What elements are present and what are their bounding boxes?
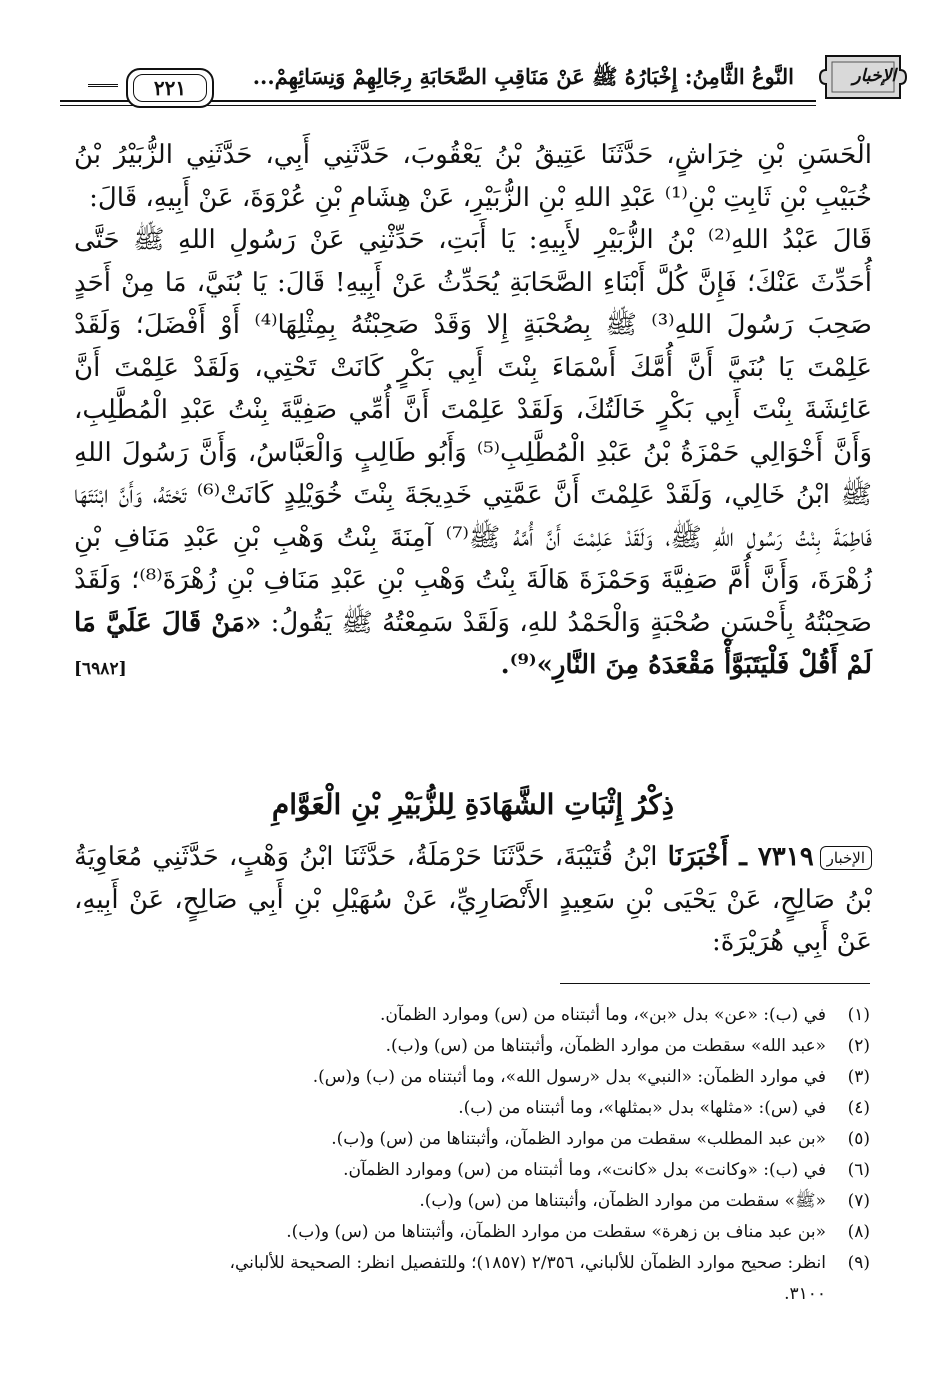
footnote-number: (٢) <box>847 1036 870 1056</box>
section-heading: ذِكْرُ إِثْبَاتِ الشَّهَادَةِ لِلزُّبَيْرِ بْنِ الْعَوَّامِ <box>271 788 675 821</box>
footnote <box>74 1186 870 1217</box>
footnote-text: «بن عبد مناف بن زهرة» سقطت من موارد الظمآن، وأثبتناها من (س) و(ب). <box>286 1222 826 1242</box>
footnote-number: (٥) <box>847 1129 870 1149</box>
prophet-quote: «مَنْ قَالَ عَلَيَّ مَا لَمْ أَقُلْ فَلْيَتَبَوَّأْ مَقْعَدَهُ مِنَ النَّارِ»⁽⁹⁾. <box>74 607 872 680</box>
footnote-number: (٣) <box>847 1067 870 1087</box>
footnote <box>74 1124 870 1155</box>
footnote-separator <box>560 983 870 984</box>
running-title: النَّوعُ الثَّامِنُ: إِخْبَارُهُ ﷺ عَنْ مَنَاقِبِ الصَّحَابَةِ رِجَالِهِمْ وَنِسَائِهِمْ... <box>252 64 794 89</box>
ikhbar-badge: الإخبار <box>820 846 872 870</box>
footnote <box>74 1093 870 1124</box>
footnote-text: في (س): «مثلها» بدل «بمثلها»، وما أثبتناه من (ب). <box>458 1098 826 1118</box>
hadith-number: ٧٣١٩ ـ أَخْبَرَنَا <box>667 842 814 872</box>
hadith-paragraph <box>74 836 872 964</box>
hadith-reference: [٦٩٨٢] <box>74 659 127 679</box>
footnote-text: «بن عبد المطلب» سقطت من موارد الظمآن، وأثبتناها من (س) و(ب). <box>331 1129 826 1149</box>
running-header <box>60 44 906 114</box>
footnote-number: (٩) <box>847 1253 870 1273</box>
footnotes <box>74 1000 870 1310</box>
footnote-text: انظر: صحيح موارد الظمآن للألباني، ٢/٣٥٦ (١٨٥٧)؛ وللتفصيل انظر: الصحيحة للألباني، <box>229 1253 826 1273</box>
footnote-number: (٤) <box>847 1098 870 1118</box>
footnote-text: في موارد الظمآن: «النبي» بدل «رسول الله»، وما أثبتناه من (ب) و(س). <box>312 1067 826 1087</box>
footnote-number: (٨) <box>847 1222 870 1242</box>
footnote-text: في (ب): «وكانت» بدل «كانت»، وما أثبتناه من (س) وموارد الظمآن. <box>343 1160 826 1180</box>
footnote-text: «ﷺ» سقطت من موارد الظمآن، وأثبتناها من (س) و(ب). <box>419 1191 826 1211</box>
footnote <box>74 1155 870 1186</box>
page-number-frame <box>126 68 214 108</box>
footnote <box>74 1062 870 1093</box>
footnote-number: (١) <box>847 1005 870 1025</box>
footnote-number: (٦) <box>847 1160 870 1180</box>
footnote-continuation: ٣١٠٠. <box>784 1284 826 1304</box>
narration-paragraph <box>74 219 872 687</box>
page-number: ٢٢١ <box>133 74 207 102</box>
footnote <box>74 1248 870 1279</box>
footnote <box>74 1217 870 1248</box>
footnote-text: في (ب): «عن» بدل «بن»، وما أثبتناه من (س) وموارد الظمآن. <box>379 1005 826 1025</box>
footnote <box>74 1000 870 1031</box>
footnote-text: «عبد الله» سقطت من موارد الظمآن، وأثبتناها من (س) و(ب). <box>385 1036 826 1056</box>
hadith-text: ابْنُ قُتَيْبَةَ، حَدَّثَنَا حَرْمَلَةُ، حَدَّثَنَا ابْنُ وَهْبٍ، حَدَّثَنِي مُعَاوِيَةُ بْنُ صَالِحٍ، عَنْ يَحْيَى بْنِ سَعِيدٍ الأَنْصَارِيِّ، عَنْ سُهَيْلِ بْنِ أَبِي صَالِحٍ، عَنْ أَبِيهِ، عَنْ أَبِي هُرَيْرَةَ: <box>74 842 872 957</box>
narration-text: قَالَ عَبْدُ اللهِ⁽²⁾ بْنُ الزُّبَيْرِ لأَبِيهِ: يَا أَبَتِ، حَدِّثْنِي عَنْ رَسُولِ اللهِ ﷺ حَتَّى أُحَدِّثَ عَنْكَ؛ فَإِنَّ كُلَّ أَبْنَاءِ الصَّحَابَةِ يُحَدِّثُ عَنْ أَبِيهِ! قَالَ: يَا بُنَيَّ، مَا مِنْ أَحَدٍ صَحِبَ رَسُولَ اللهِ⁽³⁾ ﷺ بِصُحْبَةٍ إِلا وَقَدْ صَحِبْتُهُ بِمِثْلِهَا⁽⁴⁾ أَوْ أَفْضَلَ؛ وَلَقَدْ عَلِمْتَ يَا بُنَيَّ أَنَّ أُمَّكَ أَسْمَاءَ بِنْتَ أَبِي بَكْرٍ كَانَتْ تَحْتِي، وَلَقَدْ عَلِمْتَ أَنَّ عَائِشَةَ بِنْتَ أَبِي بَكْرٍ خَالَتُكَ، وَلَقَدْ عَلِمْتَ أَنَّ أُمِّي صَفِيَّةَ بِنْتُ عَبْدِ الْمُطَّلِبِ، وَأَنَّ أَخْوَالِي حَمْزَةُ بْنُ عَبْدِ الْمُطَّلِبِ⁽⁵⁾ وَأَبُو طَالِبٍ وَالْعَبَّاسُ، وَأَنَّ رَسُولَ اللهِ ﷺ ابْنُ خَالِي، وَلَقَدْ عَلِمْتَ أَنَّ عَمَّتِي خَدِيجَةَ بِنْتَ خُوَيْلِدٍ كَانَتْ⁽⁶⁾ تَحْتَهُ، وَأَنَّ ابْنَتَهَا فَاطِمَةَ بِنْتُ رَسُولِ اللهِ ﷺ، وَلَقَدْ عَلِمْتَ أَنَّ أُمَّهُ ﷺ⁽⁷⁾ آمِنَةَ بِنْتُ وَهْبِ بْنِ عَبْدِ مَنَافِ بْنِ زُهْرَةَ، وَأَنَّ أُمَّ صَفِيَّةَ وَحَمْزَةَ هَالَةَ بِنْتُ وَهْبِ بْنِ عَبْدِ مَنَافِ بْنِ زُهْرَةَ⁽⁸⁾؛ وَلَقَدْ صَحِبْتُهُ بِأَحْسَنِ صُحْبَةٍ وَالْحَمْدُ للهِ، وَلَقَدْ سَمِعْتُهُ ﷺ يَقُولُ: <box>74 225 873 638</box>
footnote <box>74 1031 870 1062</box>
logo-label: الإخبار <box>852 66 896 86</box>
main-text <box>74 134 872 691</box>
header-dash <box>88 84 118 87</box>
footnote-number: (٧) <box>847 1191 870 1211</box>
isnad-paragraph: الْحَسَنِ بْنِ خِرَاشٍ، حَدَّثَنَا عَتِيقُ بْنُ يَعْقُوبَ، حَدَّثَنِي أَبِي، حَدَّثَنِي الزُّبَيْرُ بْنُ خُبَيْبِ بْنِ ثَابِتِ بْنِ⁽¹⁾ عَبْدِ اللهِ بْنِ الزُّبَيْرِ، عَنْ هِشَامِ بْنِ عُرْوَةَ، عَنْ أَبِيهِ، قَالَ: <box>74 140 872 213</box>
